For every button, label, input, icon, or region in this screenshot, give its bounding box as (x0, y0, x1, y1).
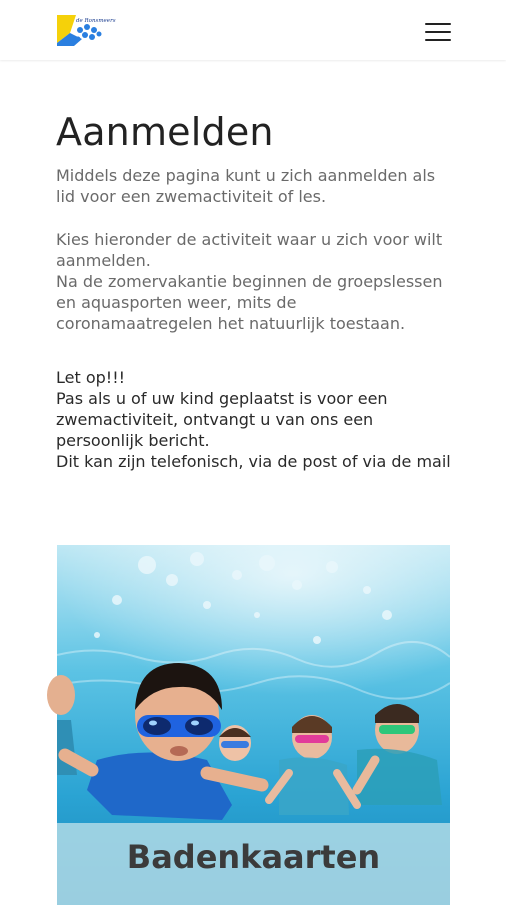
badenkaarten-card[interactable] (57, 545, 450, 905)
hamburger-icon-line (425, 23, 451, 25)
site-header (0, 0, 506, 60)
background-swimmer (219, 725, 251, 761)
notice-line: Dit kan zijn telefonisch, via de post of via de mail (56, 452, 451, 471)
hamburger-icon-line (425, 39, 451, 41)
choose-line: Kies hieronder de activiteit waar u zich voor wilt aanmelden. (56, 230, 443, 270)
card-title: Badenkaarten (126, 838, 381, 876)
notice-heading: Let op!!! (56, 368, 126, 387)
page-title: Aanmelden (56, 110, 274, 154)
logo-wordmark: de Ronsmeers (76, 18, 116, 24)
intro-text: Middels deze pagina kunt u zich aanmelden als lid voor een zwemactiviteit of les. (56, 166, 436, 206)
choose-activity-text (56, 229, 456, 334)
main-content (56, 108, 456, 472)
club-logo[interactable] (56, 13, 116, 47)
hamburger-icon-line (425, 31, 451, 33)
season-line: Na de zomervakantie beginnen de groepslessen en aquasporten weer, mits de coronamaatregelen het natuurlijk toestaan. (56, 272, 443, 333)
notice-block (56, 367, 456, 472)
notice-line: Pas als u of uw kind geplaatst is voor een zwemactiviteit, ontvangt u van ons een persoonlijk bericht. (56, 389, 388, 450)
hamburger-menu-button[interactable] (421, 20, 455, 44)
logo-icon (56, 13, 116, 47)
